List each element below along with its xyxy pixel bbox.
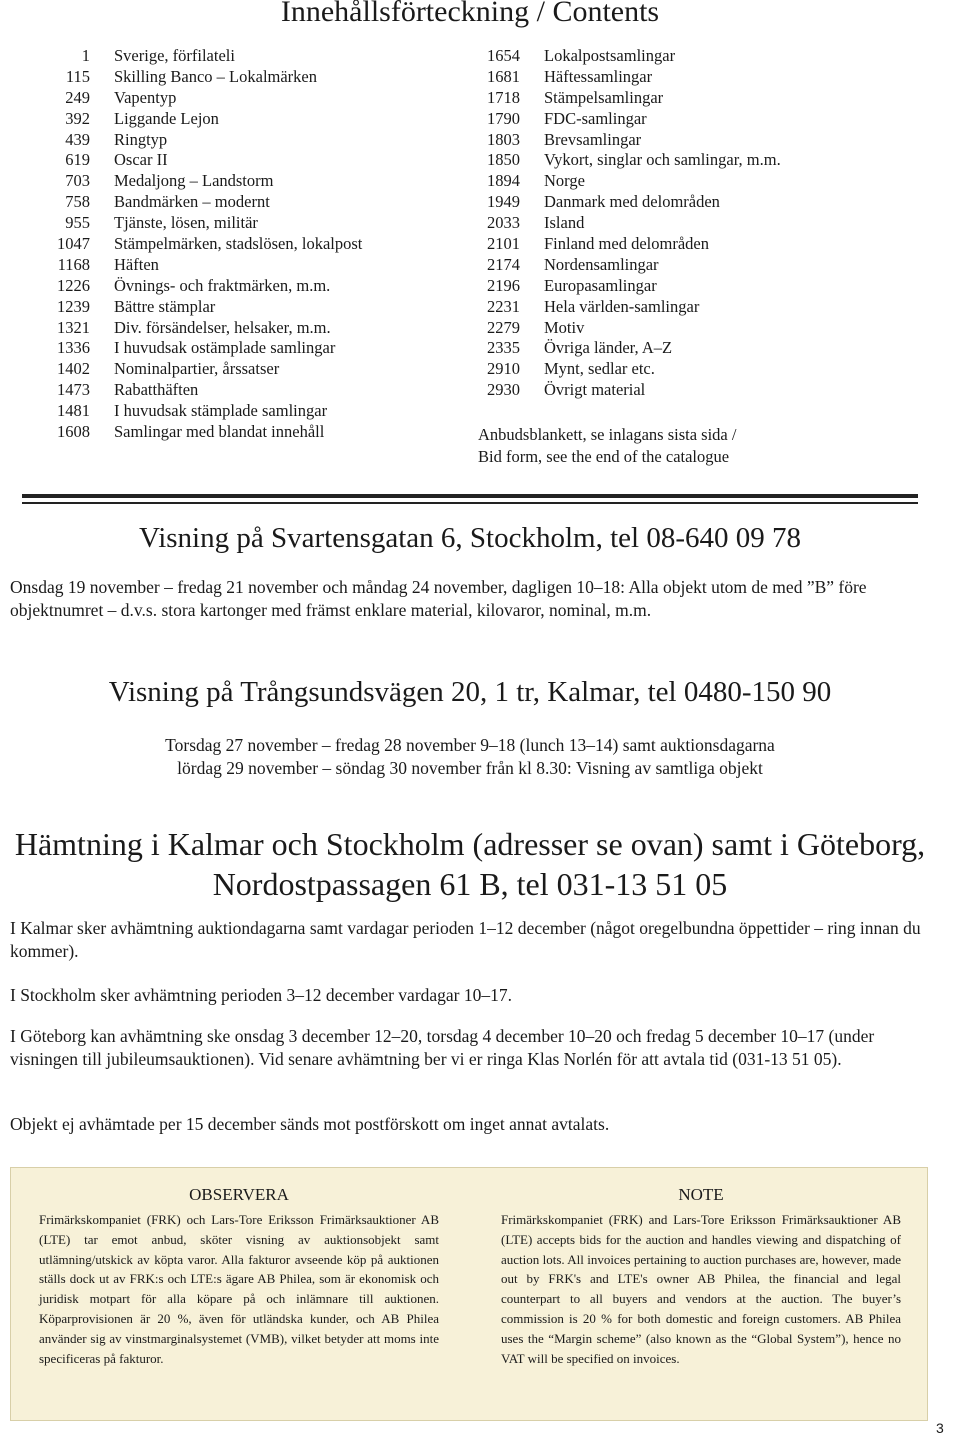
toc-entry-label: Samlingar med blandat innehåll — [114, 422, 325, 442]
toc-entry-number: 1654 — [487, 46, 520, 65]
toc-entry — [470, 380, 940, 401]
toc-entry — [470, 171, 940, 192]
observera-column — [39, 1184, 439, 1368]
toc-entry-number: 439 — [65, 129, 90, 149]
toc-entry — [470, 46, 940, 67]
toc-entry-label: Bättre stämplar — [114, 296, 216, 316]
toc-entry-number: 2174 — [487, 254, 520, 274]
toc-entry-number: 758 — [65, 192, 90, 212]
toc-entry-number: 1718 — [487, 87, 520, 107]
toc-entry — [470, 297, 940, 318]
toc-entry-label: Nominalpartier, årssatser — [114, 359, 280, 379]
kalmar-viewing-heading: Visning på Trångsundsvägen 20, 1 tr, Kalmar, tel 0480-150 90 — [108, 676, 832, 708]
note-text: Frimärkskompaniet (FRK) and Lars-Tore Eriksson Frimärksauktioner AB (LTE) accepts bids for the auction and handles viewing and dispatching of auction lots. All invoices pertaining to auction purchases are, however, made out by FRK's and LTE's owner AB Philea, the financial and legal counterpart to all buyers and vendors at the auction. The buyer’s commission is 20 % for both domestic and foreign customers. AB Philea uses the “Margin scheme” (also known as the “Global System”), hence no VAT will be specified on invoices. — [501, 1212, 901, 1366]
toc-entry-number: 1402 — [57, 359, 90, 379]
toc-entry — [470, 67, 940, 88]
toc-entry-number: 2101 — [487, 234, 520, 254]
toc-left-column — [40, 46, 460, 443]
toc-entry-label: Liggande Lejon — [114, 108, 219, 128]
toc-entry-number: 1790 — [487, 108, 520, 128]
bid-form-note — [478, 424, 736, 468]
toc-entry-label: Oscar II — [114, 150, 168, 170]
bid-note-line-1: Anbudsblankett, se inlagans sista sida / — [478, 425, 737, 444]
toc-entry — [470, 88, 940, 109]
toc-entry — [40, 171, 460, 192]
toc-entry — [40, 213, 460, 234]
toc-entry-label: Övnings- och fraktmärken, m.m. — [114, 275, 331, 295]
toc-entry-label: Brevsamlingar — [544, 129, 642, 149]
toc-entry — [470, 234, 940, 255]
toc-entry-number: 1894 — [487, 171, 520, 191]
toc-entry-label: Nordensamlingar — [544, 254, 659, 274]
observera-title: OBSERVERA — [189, 1185, 289, 1204]
toc-entry-number: 249 — [65, 87, 90, 107]
toc-entry-number: 1681 — [487, 66, 520, 86]
toc-entry-number: 1336 — [57, 338, 90, 358]
stockholm-viewing-text: Onsdag 19 november – fredag 21 november och måndag 24 november, dagligen 10–18: Alla objekt utom de med ”B” före objektnumret – d.v.s. stora kartonger med främst enklare material, kilovaror, nominal, m.m. — [10, 577, 867, 620]
toc-entry — [40, 338, 460, 359]
toc-entry-label: Vykort, singlar och samlingar, m.m. — [544, 150, 781, 170]
toc-entry-label: FDC-samlingar — [544, 108, 647, 128]
toc-entry-number: 1803 — [487, 129, 520, 149]
toc-entry — [40, 234, 460, 255]
toc-entry-label: Motiv — [544, 317, 585, 337]
toc-entry — [470, 276, 940, 297]
toc-entry-label: I huvudsak ostämplade samlingar — [114, 338, 336, 358]
toc-entry-label: Danmark med delområden — [544, 192, 720, 212]
toc-entry-label: I huvudsak stämplade samlingar — [114, 401, 328, 421]
toc-entry-number: 1321 — [57, 317, 90, 337]
toc-entry-label: Rabatthäften — [114, 380, 199, 400]
pickup-stockholm-text: I Stockholm sker avhämtning perioden 3–12 december vardagar 10–17. — [10, 985, 513, 1005]
toc-entry-label: Norge — [544, 171, 585, 191]
toc-entry-number: 115 — [65, 66, 90, 86]
toc-entry-label: Div. försändelser, helsaker, m.m. — [114, 317, 331, 337]
pickup-heading-line-2: Nordostpassagen 61 B, tel 031-13 51 05 — [212, 866, 728, 902]
toc-entry-number: 1 — [81, 46, 90, 65]
toc-entry — [470, 255, 940, 276]
toc-entry-label: Island — [544, 213, 585, 233]
toc-entry-number: 703 — [65, 171, 90, 191]
toc-entry — [470, 109, 940, 130]
toc-entry — [40, 150, 460, 171]
toc-entry-number: 1481 — [57, 401, 90, 421]
divider-thin — [22, 502, 918, 504]
toc-right-column — [470, 46, 940, 401]
notice-box — [10, 1167, 928, 1421]
toc-entry-number: 1850 — [487, 150, 520, 170]
toc-entry-label: Finland med delområden — [544, 234, 709, 254]
toc-entry-number: 1226 — [57, 275, 90, 295]
toc-entry-number: 1608 — [57, 422, 90, 442]
toc-entry — [40, 422, 460, 443]
page-number: 3 — [936, 1420, 944, 1436]
stockholm-viewing-heading: Visning på Svartensgatan 6, Stockholm, tel 08-640 09 78 — [139, 522, 801, 554]
toc-entry — [40, 255, 460, 276]
toc-entry-number: 1168 — [57, 254, 90, 274]
toc-entry-number: 1239 — [57, 296, 90, 316]
toc-entry-label: Ringtyp — [114, 129, 168, 149]
toc-entry-label: Stämpelmärken, stadslösen, lokalpost — [114, 234, 363, 254]
toc-entry — [40, 130, 460, 151]
toc-entry-number: 1047 — [57, 234, 90, 254]
toc-entry-number: 955 — [65, 213, 90, 233]
toc-entry-label: Häftessamlingar — [544, 66, 653, 86]
toc-entry — [470, 130, 940, 151]
toc-entry — [40, 67, 460, 88]
toc-entry — [470, 359, 940, 380]
toc-entry — [40, 297, 460, 318]
toc-entry-number: 1473 — [57, 380, 90, 400]
toc-entry-label: Lokalpostsamlingar — [544, 46, 676, 65]
toc-entry-number: 2335 — [487, 338, 520, 358]
toc-entry — [40, 46, 460, 67]
pickup-kalmar-text: I Kalmar sker avhämtning auktiondagarna samt vardagar perioden 1–12 december (något oregelbundna öppettider – ring innan du kommer). — [10, 918, 921, 961]
toc-entry — [40, 276, 460, 297]
toc-entry-label: Tjänste, lösen, militär — [114, 213, 258, 233]
pickup-goteborg-text: I Göteborg kan avhämtning ske onsdag 3 december 12–20, torsdag 4 december 10–20 och fredag 5 december 10–17 (under visningen till jubileumsauktionen). Vid senare avhämtning ber vi er ringa Klas Norlén för att avtala tid (031-13 51 05). — [10, 1026, 875, 1069]
toc-entry-number: 2231 — [487, 296, 520, 316]
toc-entry-label: Bandmärken – modernt — [114, 192, 270, 212]
toc-entry-label: Mynt, sedlar etc. — [544, 359, 655, 379]
toc-entry-number: 2910 — [487, 359, 520, 379]
toc-entry — [40, 109, 460, 130]
toc-entry-label: Övriga länder, A–Z — [544, 338, 673, 358]
toc-entry-label: Övrigt material — [544, 380, 646, 400]
observera-text: Frimärkskompaniet (FRK) och Lars-Tore Eriksson Frimärksauktioner AB (LTE) tar emot anbud, sköter visning av auktionsobjekt samt utlämning/utskick av köpta varor. Alla fakturor avseende köp på auktionen ställs dock ut av FRK:s och LTE:s ägare AB Philea, som är ekonomisk och juridisk motpart för alla köpare på och inlämnare till auktionen. Köparprovisionen är 20 %, även för utländska kunder, och AB Philea använder sig av vinstmarginalsystemet (VMB), vilket betyder att moms inte specificeras på fakturor. — [39, 1212, 439, 1366]
toc-entry-label: Vapentyp — [114, 87, 177, 107]
toc-entry-label: Europasamlingar — [544, 275, 657, 295]
divider-thick — [22, 494, 918, 498]
toc-entry — [470, 192, 940, 213]
note-column — [501, 1184, 901, 1368]
toc-entry — [40, 359, 460, 380]
bid-note-line-2: Bid form, see the end of the catalogue — [478, 447, 730, 466]
pickup-heading-line-1: Hämtning i Kalmar och Stockholm (adresser se ovan) samt i Göteborg, — [14, 826, 926, 862]
toc-entry-number: 1949 — [487, 192, 520, 212]
toc-entry-number: 2196 — [487, 275, 520, 295]
toc-entry-label: Sverige, förfilateli — [114, 46, 235, 65]
toc-entry — [470, 318, 940, 339]
toc-entry-label: Medaljong – Landstorm — [114, 171, 274, 191]
note-title: NOTE — [678, 1185, 724, 1204]
toc-entry-number: 392 — [65, 108, 90, 128]
toc-entry-number: 2033 — [487, 213, 520, 233]
toc-entry-number: 619 — [65, 150, 90, 170]
toc-entry — [40, 318, 460, 339]
toc-entry — [470, 150, 940, 171]
toc-entry — [40, 192, 460, 213]
toc-entry — [470, 338, 940, 359]
toc-entry — [40, 380, 460, 401]
toc-entry — [470, 213, 940, 234]
kalmar-viewing-line-1: Torsdag 27 november – fredag 28 november 9–18 (lunch 13–14) samt auktionsdagarna — [165, 735, 775, 755]
toc-entry-number: 2930 — [487, 380, 520, 400]
toc-entry-label: Häften — [114, 254, 159, 274]
toc-entry — [40, 401, 460, 422]
pickup-unclaimed-text: Objekt ej avhämtade per 15 december sänds mot postförskott om inget annat avtalats. — [10, 1114, 610, 1134]
toc-entry — [40, 88, 460, 109]
toc-entry-label: Stämpelsamlingar — [544, 87, 664, 107]
toc-entry-label: Hela världen-samlingar — [544, 296, 700, 316]
kalmar-viewing-line-2: lördag 29 november – söndag 30 november från kl 8.30: Visning av samtliga objekt — [177, 758, 763, 778]
page-title: Innehållsförteckning / Contents — [280, 0, 660, 28]
toc-entry-number: 2279 — [487, 317, 520, 337]
toc-entry-label: Skilling Banco – Lokalmärken — [114, 66, 318, 86]
